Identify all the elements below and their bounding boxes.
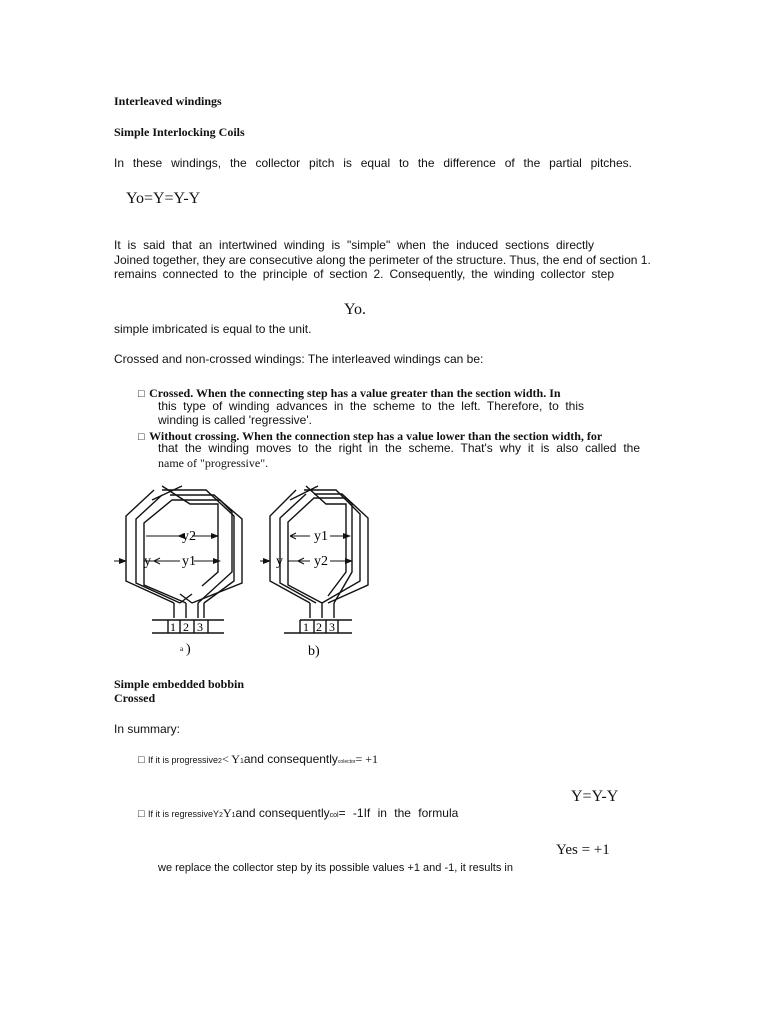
formula-yes: Yes = +1 xyxy=(556,842,610,858)
label-b-side: y xyxy=(276,554,283,569)
summary-item1-b: 2 xyxy=(218,758,222,765)
summary-item1-e: and consequently xyxy=(243,752,338,766)
bullet-without-crossing-line3: name of "progressive". xyxy=(158,456,269,470)
summary-item-progressive xyxy=(138,752,378,767)
coil-middle xyxy=(280,494,368,603)
summary-item-regressive xyxy=(138,806,458,821)
formula-collector-pitch: Yo=Y=Y-Y xyxy=(126,190,201,207)
caption-line2: Crossed xyxy=(114,691,156,705)
paragraph-pitch: In these windings, the collector pitch is equal to the difference of the partial pitches. xyxy=(114,156,632,170)
summary-item2-c: 2 xyxy=(219,812,223,819)
winding-diagram-b xyxy=(256,486,406,666)
summary-item2-h: = -1If in the formula xyxy=(338,806,459,820)
formula-yo: Yo. xyxy=(344,301,366,318)
heading-sub: Simple Interlocking Coils xyxy=(114,125,245,139)
caption-a: ) xyxy=(186,642,191,657)
summary-final-line: we replace the collector step by its possible values +1 and -1, it results in xyxy=(158,862,513,874)
bullet-box-icon: □ xyxy=(138,431,145,443)
paragraph-simple-line1: It is said that an intertwined winding is "simple" when the induced sections directly xyxy=(114,238,594,252)
label-a-side: y xyxy=(144,554,151,569)
coil-inner xyxy=(144,500,232,603)
paragraph-simple-line2: Joined together, they are consecutive along the perimeter of the structure. Thus, the end of section 1. xyxy=(114,253,651,267)
terminal-b-1: 1 xyxy=(303,620,309,634)
summary-item2-d: Y xyxy=(222,806,232,820)
summary-item2-e: 1 xyxy=(231,812,236,819)
bullet-without-crossing-lead: Without crossing. When the connection step has a value lower than the section width, for xyxy=(149,429,603,443)
summary-item1-g: = +1 xyxy=(355,752,378,766)
terminal-b-2: 2 xyxy=(316,620,322,634)
terminal-b-3: 3 xyxy=(329,620,335,634)
label-a-mid: y1 xyxy=(182,554,196,569)
summary-item2-g: col xyxy=(329,812,339,819)
summary-title: In summary: xyxy=(114,722,181,736)
terminal-a-3: 3 xyxy=(197,620,203,634)
bullet-crossed-line2: this type of winding advances in the scheme to the left. Therefore, to this xyxy=(158,399,584,413)
label-a-top: y2 xyxy=(182,529,196,544)
caption-line1: Simple embedded bobbin xyxy=(114,677,245,691)
summary-item1-a: If it is progressive xyxy=(148,755,219,765)
summary-item2-b: Y xyxy=(213,809,220,819)
summary-item2-f: and consequently xyxy=(235,806,330,820)
terminal-a-2: 2 xyxy=(183,620,189,634)
heading-main: Interleaved windings xyxy=(114,94,222,108)
summary-item1-c: < Y xyxy=(221,752,240,766)
bullet-crossed-line3: winding is called 'regressive'. xyxy=(158,413,312,427)
coil-inner xyxy=(288,498,352,603)
paragraph-simple-line3: remains connected to the principle of section 2. Consequently, the winding collector step xyxy=(114,267,614,281)
label-b-mid: y2 xyxy=(314,554,328,569)
bullet-box-icon: □ xyxy=(138,808,145,820)
paragraph-unit: simple imbricated is equal to the unit. xyxy=(114,322,312,336)
label-b-top: y1 xyxy=(314,529,328,544)
bullet-box-icon: □ xyxy=(138,388,145,400)
bullet-crossed-lead: Crossed. When the connecting step has a value greater than the section width. In xyxy=(149,386,561,400)
terminal-a-1: 1 xyxy=(170,620,176,634)
caption-a-small: a xyxy=(180,645,184,653)
formula-y-diff: Y=Y-Y xyxy=(571,788,619,805)
bullet-without-crossing-line2: that the winding moves to the right in the scheme. That's why it is also called the xyxy=(158,441,640,455)
summary-item2-a: If it is regressive xyxy=(148,809,214,819)
summary-item1-f: colector xyxy=(337,759,356,765)
summary-item1-d: 1 xyxy=(239,758,244,765)
bullet-box-icon: □ xyxy=(138,754,145,766)
paragraph-crossed-intro: Crossed and non-crossed windings: The interleaved windings can be: xyxy=(114,352,484,366)
caption-b: b) xyxy=(308,644,320,659)
